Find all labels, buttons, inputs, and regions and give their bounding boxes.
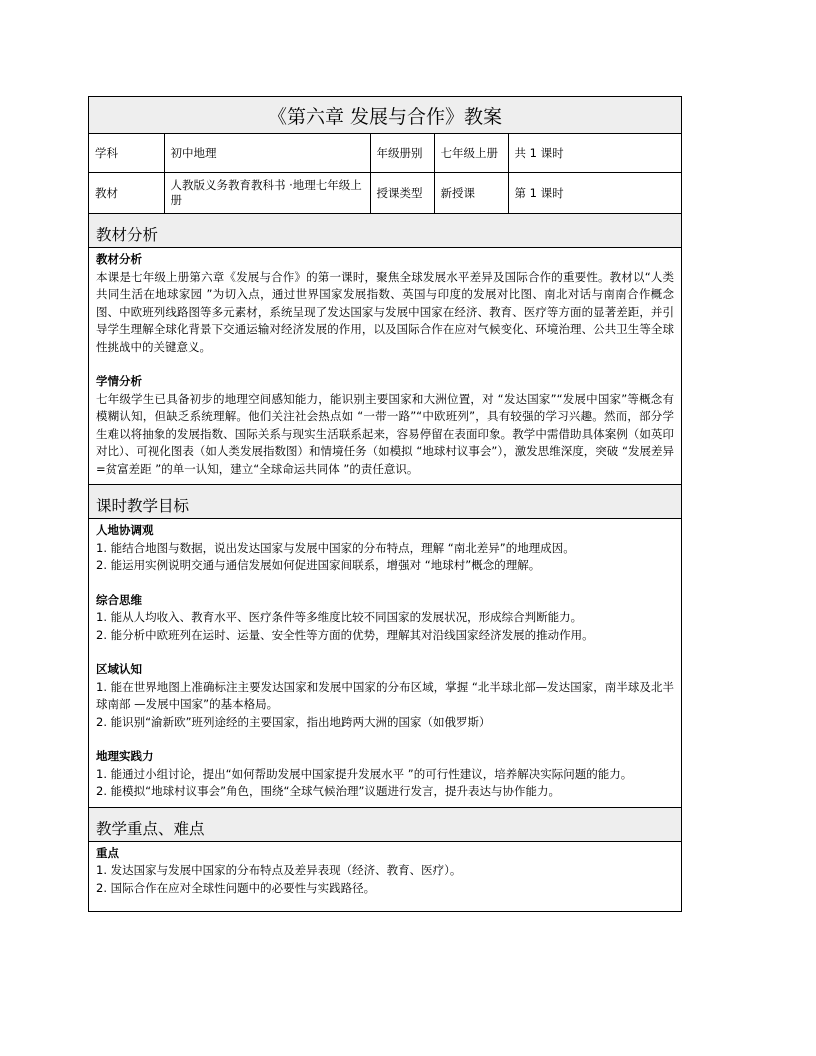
- goal-item: 1. 能通过小组讨论，提出“如何帮助发展中国家提升发展水平 ”的可行性建议，培养解决实际问题的能力。: [96, 766, 633, 781]
- goal-item: 2. 能识别“渝新欧”班列途经的主要国家，指出地跨两大洲的国家（如俄罗斯）: [96, 714, 491, 729]
- grade-label: 年级册别: [370, 134, 434, 173]
- textbook-analysis-text: 本课是七年级上册第六章《发展与合作》的第一课时，聚焦全球发展水平差异及国际合作的重要性。教材以“人类共同生活在地球家园 ”为切入点，通过世界国家发展指数、英国与印度的发展对比图、南北对话与南南合作概念图、中欧班列线路图等多元素材，系统呈现了发达国家与发展中国家在经济、教育、医疗等方面的显著差距，并引导学生理解全球化背景下交通运输对经济发展的作用，以及国际合作在应对气候变化、环境治理、公共卫生等全球性挑战中的关键意义。: [96, 269, 674, 354]
- goal-item: 2. 能运用实例说明交通与通信发展如何促进国家间联系，增强对 “地球村”概念的理解。: [96, 558, 541, 572]
- goal-group: [96, 748, 674, 801]
- textbook-analysis-subhead: 教材分析: [96, 252, 142, 266]
- info-row: [89, 134, 681, 173]
- goal-group-title: 综合思维: [96, 592, 142, 607]
- goals-section: [89, 519, 681, 808]
- goal-group-title: 区域认知: [96, 662, 142, 676]
- lesson-type-label: 授课类型: [370, 173, 434, 214]
- goal-item: 1. 能结合地图与数据，说出发达国家与发展中国家的分布特点，理解 “南北差异”的地理成因。: [96, 540, 575, 555]
- goal-group: [96, 661, 674, 731]
- goal-group: [96, 522, 674, 575]
- textbook-value: 人教版义务教育教科书 ·地理七年级上册: [164, 173, 370, 214]
- student-analysis-subhead: 学情分析: [96, 374, 142, 388]
- info-row: [89, 173, 681, 214]
- goal-item: 2. 能模拟“地球村议事会”角色，围绕“全球气候治理”议题进行发言，提升表达与协作能力。: [96, 784, 560, 798]
- grade-value: 七年级上册: [434, 134, 508, 173]
- keypoint-item: 2. 国际合作在应对全球性问题中的必要性与实践路径。: [96, 880, 376, 895]
- goal-item: 1. 能从人均收入、教育水平、医疗条件等多维度比较不同国家的发展状况，形成综合判断能力。: [96, 610, 583, 624]
- keypoints-subhead: 重点: [96, 845, 119, 860]
- goal-group: [96, 592, 674, 645]
- analysis-heading: 教材分析: [89, 214, 681, 248]
- subject-label: 学科: [89, 134, 164, 173]
- textbook-label: 教材: [89, 173, 164, 214]
- student-analysis-text: 七年级学生已具备初步的地理空间感知能力，能识别主要国家和大洲位置，对 “发达国家”“发展中国家”等概念有模糊认知，但缺乏系统理解。他们关注社会热点如 “一带一路”“中欧班列”，具有较强的学习兴趣。然而，部分学生难以将抽象的发展指数、国际关系与现实生活联系起来，容易停留在表面印象。教学中需借助具体案例（如英印对比）、可视化图表（如人类发展指数图）和情境任务（如模拟 “地球村议事会”），激发思维深度，突破 “发展差异=贫富差距 ”的单一认知，建立“全球命运共同体 ”的责任意识。: [96, 391, 674, 476]
- lesson-number: 第 1 课时: [508, 173, 681, 214]
- goal-group-title: 人地协调观: [96, 523, 154, 537]
- keypoint-item: 1. 发达国家与发展中国家的分布特点及差异表现（经济、教育、医疗）。: [96, 863, 462, 877]
- goal-item: 1. 能在世界地图上准确标注主要发达国家和发展中国家的分布区域，掌握 “北半球北部—发达国家，南半球及北半球南部 —发展中国家”的基本格局。: [96, 679, 674, 711]
- keypoints-heading: 教学重点、难点: [89, 808, 681, 842]
- lesson-type-value: 新授课: [434, 173, 508, 214]
- goals-heading: 课时教学目标: [89, 485, 681, 519]
- keypoints-section: [89, 842, 681, 912]
- analysis-section: [89, 248, 681, 485]
- document-title: 《第六章 发展与合作》教案: [89, 97, 681, 134]
- info-table: [89, 134, 681, 214]
- total-hours: 共 1 课时: [508, 134, 681, 173]
- subject-value: 初中地理: [164, 134, 370, 173]
- goal-item: 2. 能分析中欧班列在运时、运量、安全性等方面的优势，理解其对沿线国家经济发展的推动作用。: [96, 627, 594, 642]
- goal-group-title: 地理实践力: [96, 749, 154, 763]
- lesson-plan-document: [88, 96, 682, 912]
